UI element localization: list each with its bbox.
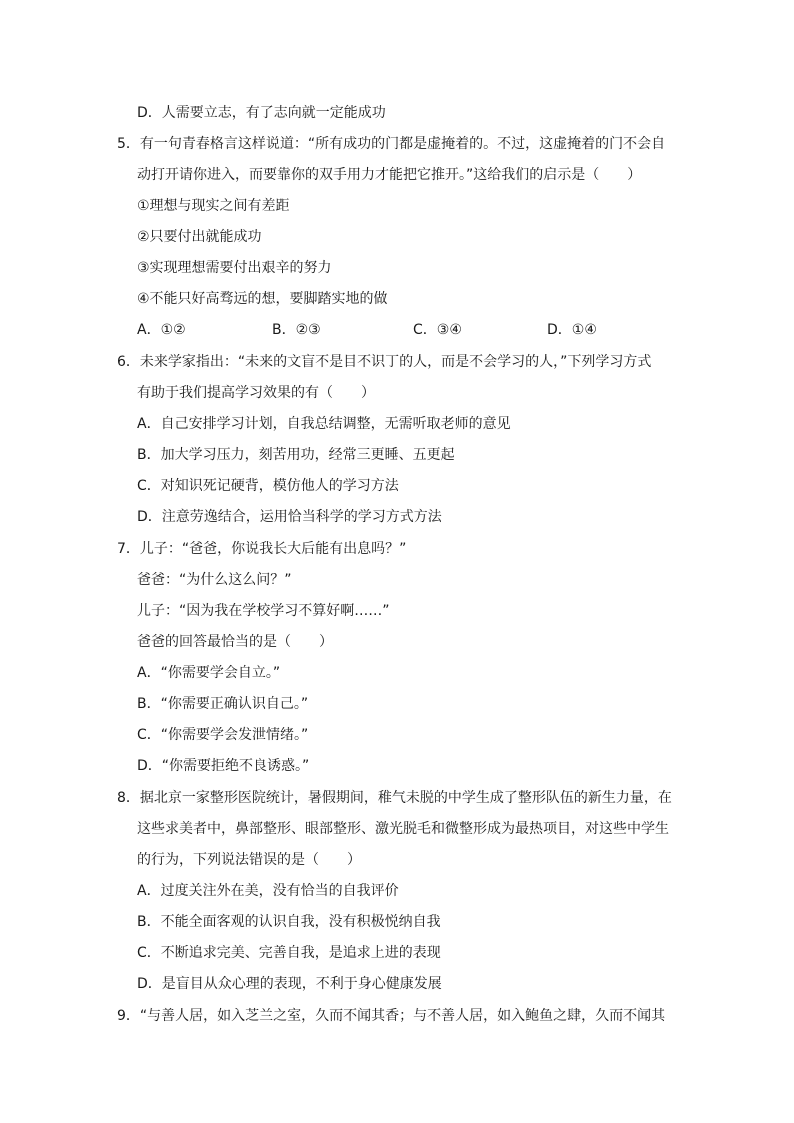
q6-option-d: D．注意劳逸结合，运用恰当科学的学习方式方法 [137,509,442,525]
q7-option-b: B．“你需要正确认识自己。” [137,696,309,712]
q9-stem-line1: 9．“与善人居，如入芝兰之室，久而不闻其香；与不善人居，如入鲍鱼之肆，久而不闻其 [117,1008,666,1024]
q5-choice-d: D．①④ [547,322,597,338]
q7-dialogue-3: 儿子：“因为我在学校学习不算好啊……” [137,603,390,619]
q7-dialogue-1: 7．儿子：“爸爸，你说我长大后能有出息吗？” [117,541,407,557]
q5-statement-2: ②只要付出就能成功 [137,229,262,245]
q7-option-a: A．“你需要学会自立。” [137,665,281,681]
q4-option-d: D．人需要立志，有了志向就一定能成功 [137,105,386,121]
q5-statement-1: ①理想与现实之间有差距 [137,198,290,214]
q8-option-a: A．过度关注外在美，没有恰当的自我评价 [137,883,399,899]
q6-stem-line2: 有助于我们提高学习效果的有（ ） [137,385,375,401]
q8-stem-line1: 8．据北京一家整形医院统计，暑假期间，稚气未脱的中学生成了整形队伍的新生力量，在 [117,790,672,806]
q7-option-d: D．“你需要拒绝不良诱惑。” [137,758,310,774]
q8-stem-line3: 的行为，下列说法错误的是（ ） [137,852,361,868]
q5-statement-3: ③实现理想需要付出艰辛的努力 [137,260,332,276]
q5-choices [0,321,794,339]
q6-stem-line1: 6．未来学家指出：“未来的文盲不是目不识丁的人，而是不会学习的人，”下列学习方式 [117,354,652,370]
q7-option-c: C．“你需要学会发泄情绪。” [137,727,309,743]
q8-stem-line2: 这些求美者中，鼻部整形、眼部整形、激光脱毛和微整形成为最热项目，对这些中学生 [137,821,669,837]
q5-choice-c: C．③④ [413,322,462,338]
q8-option-d: D．是盲目从众心理的表现，不利于身心健康发展 [137,976,442,992]
q5-choice-b: B．②③ [272,322,321,338]
q5-statement-4: ④不能只好高骛远的想，要脚踏实地的做 [137,291,388,307]
q8-option-b: B．不能全面客观的认识自我，没有积极悦纳自我 [137,914,441,930]
q5-stem-line2: 动打开请你进入，而要靠你的双手用力才能把它推开。”这给我们的启示是（ ） [137,167,642,183]
q5-stem-line1: 5．有一句青春格言这样说道：“所有成功的门都是虚掩着的。不过，这虚掩着的门不会自 [117,136,666,152]
q7-prompt: 爸爸的回答最恰当的是（ ） [137,634,333,650]
q5-choice-a: A．①② [137,322,186,338]
q6-option-c: C．对知识死记硬背，模仿他人的学习方法 [137,478,399,494]
q7-dialogue-2: 爸爸：“为什么这么问？” [137,572,292,588]
q6-option-a: A．自己安排学习计划，自我总结调整，无需听取老师的意见 [137,416,511,432]
q6-option-b: B．加大学习压力，刻苦用功，经常三更睡、五更起 [137,447,455,463]
q8-option-c: C．不断追求完美、完善自我，是追求上进的表现 [137,945,441,961]
